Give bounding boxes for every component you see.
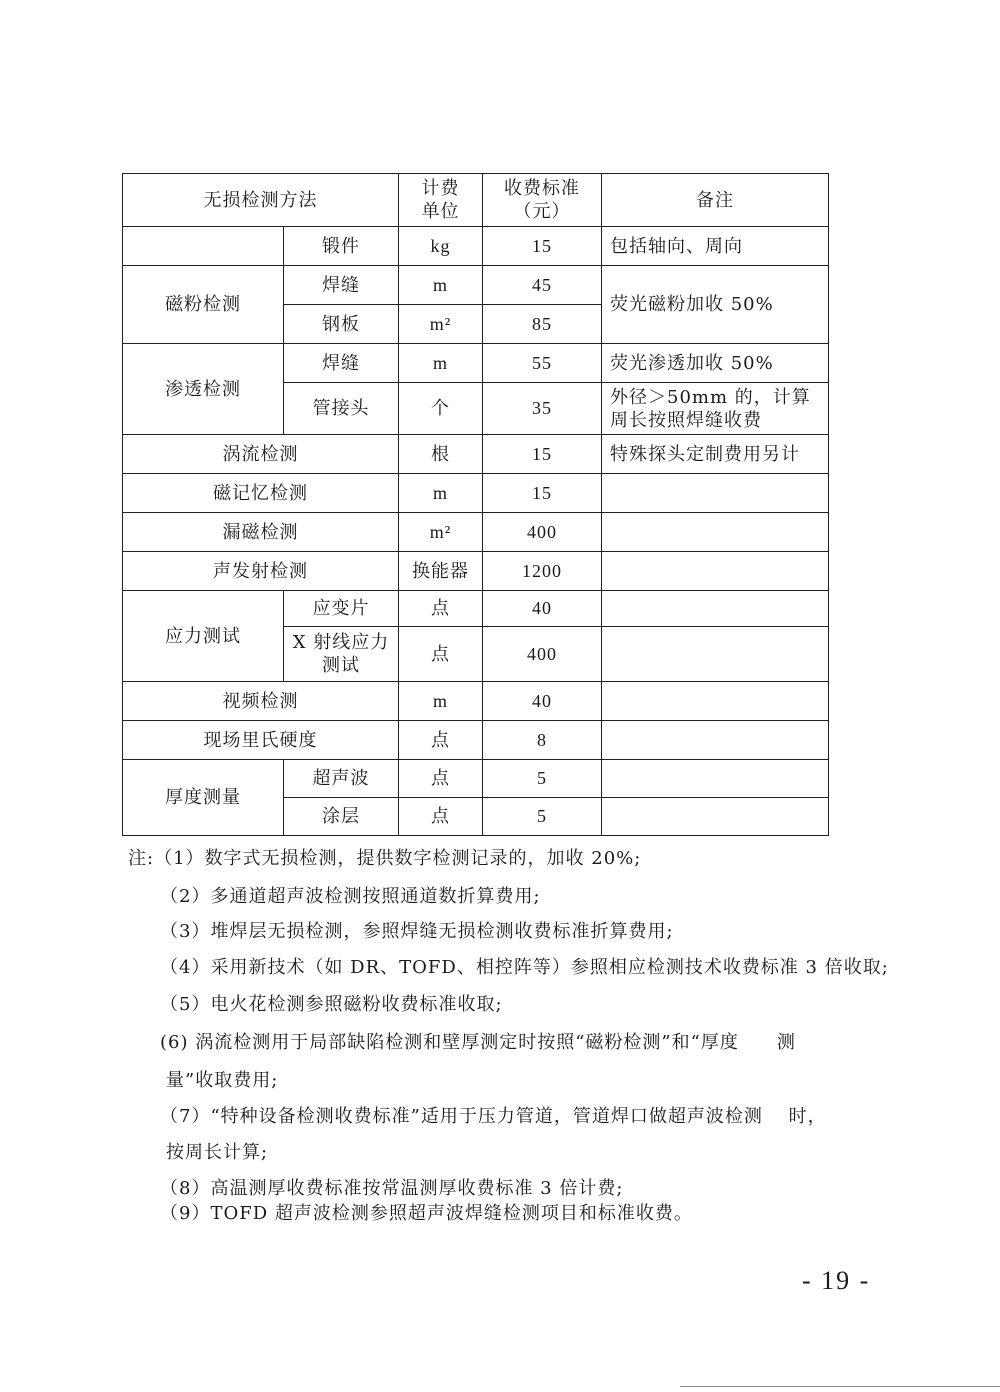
fee-cell: 45 (483, 266, 602, 305)
fee-cell: 8 (483, 721, 602, 760)
method-cell: 声发射检测 (123, 552, 399, 591)
footer-rule (680, 1386, 1000, 1387)
fee-table (122, 173, 829, 836)
table-row (123, 721, 829, 760)
note-cell (602, 682, 829, 721)
header-unit: 计费 单位 (399, 174, 483, 227)
unit-cell: 点 (399, 760, 483, 798)
header-remark: 备注 (602, 174, 829, 227)
header-method: 无损检测方法 (123, 174, 399, 227)
fee-cell: 5 (483, 798, 602, 836)
note-line: （4）采用新技术（如 DR、TOFD、相控阵等）参照相应检测技术收费标准 3 倍收取; (160, 957, 889, 978)
sub-item: 管接头 (284, 383, 399, 435)
unit-cell: 点 (399, 798, 483, 836)
table-row (123, 344, 829, 383)
note-cell (602, 513, 829, 552)
unit-cell: m² (399, 305, 483, 344)
group-label: 渗透检测 (123, 344, 284, 435)
method-cell: 磁记忆检测 (123, 474, 399, 513)
method-cell: 现场里氏硬度 (123, 721, 399, 760)
table-row (123, 474, 829, 513)
note-line: （7）“特种设备检测收费标准”适用于压力管道，管道焊口做超声波检测 时， (160, 1106, 827, 1127)
note-cell: 荧光渗透加收 50% (602, 344, 829, 383)
method-cell: 漏磁检测 (123, 513, 399, 552)
note-cell (602, 474, 829, 513)
sub-item: X 射线应力测试 (284, 627, 399, 682)
table-row (123, 227, 829, 266)
note-cell: 外径＞50mm 的，计算周长按照焊缝收费 (602, 383, 829, 435)
note-line: (6) 涡流检测用于局部缺陷检测和壁厚测定时按照“磁粉检测”和“厚度 测 (160, 1032, 796, 1053)
table-row (123, 682, 829, 721)
sub-item: 焊缝 (284, 266, 399, 305)
unit-cell: m (399, 474, 483, 513)
group-label: 应力测试 (123, 591, 284, 682)
note-line: 按周长计算; (166, 1142, 269, 1163)
unit-cell: 根 (399, 435, 483, 474)
sub-item: 超声波 (284, 760, 399, 798)
unit-cell: m² (399, 513, 483, 552)
note-cell (602, 798, 829, 836)
table-row (123, 435, 829, 474)
note-line: （2）多通道超声波检测按照通道数折算费用; (160, 886, 541, 907)
fee-cell: 5 (483, 760, 602, 798)
fee-cell: 40 (483, 591, 602, 627)
unit-cell: m (399, 344, 483, 383)
unit-cell: 点 (399, 627, 483, 682)
sub-item: 焊缝 (284, 344, 399, 383)
unit-cell: m (399, 266, 483, 305)
fee-cell: 15 (483, 474, 602, 513)
method-cell: 视频检测 (123, 682, 399, 721)
fee-cell: 85 (483, 305, 602, 344)
fee-cell: 15 (483, 435, 602, 474)
header-fee: 收费标准 （元） (483, 174, 602, 227)
fee-cell: 55 (483, 344, 602, 383)
fee-cell: 1200 (483, 552, 602, 591)
table-header-row (123, 174, 829, 227)
sub-item: 涂层 (284, 798, 399, 836)
note-cell: 荧光磁粉加收 50% (602, 266, 829, 344)
method-cell: 涡流检测 (123, 435, 399, 474)
note-line: （3）堆焊层无损检测，参照焊缝无损检测收费标准折算费用; (160, 921, 674, 942)
unit-cell: 点 (399, 721, 483, 760)
note-cell: 特殊探头定制费用另计 (602, 435, 829, 474)
fee-cell: 400 (483, 627, 602, 682)
fee-cell: 40 (483, 682, 602, 721)
table-row (123, 266, 829, 305)
note-cell (602, 760, 829, 798)
note-cell (602, 627, 829, 682)
note-cell (602, 721, 829, 760)
empty-cell (123, 227, 284, 266)
sub-item: 钢板 (284, 305, 399, 344)
note-cell (602, 591, 829, 627)
fee-cell: 15 (483, 227, 602, 266)
group-label: 磁粉检测 (123, 266, 284, 344)
table-row (123, 513, 829, 552)
unit-cell: 个 (399, 383, 483, 435)
note-cell: 包括轴向、周向 (602, 227, 829, 266)
note-line: （8）高温测厚收费标准按常温测厚收费标准 3 倍计费; (160, 1178, 624, 1199)
note-line: （9）TOFD 超声波检测参照超声波焊缝检测项目和标准收费。 (160, 1203, 693, 1224)
sub-item: 锻件 (284, 227, 399, 266)
page-number: - 19 - (802, 1266, 871, 1295)
sub-item: 应变片 (284, 591, 399, 627)
fee-cell: 400 (483, 513, 602, 552)
table-row (123, 760, 829, 798)
fee-cell: 35 (483, 383, 602, 435)
table-row (123, 552, 829, 591)
unit-cell: kg (399, 227, 483, 266)
note-line: 注:（1）数字式无损检测，提供数字检测记录的，加收 20%; (128, 848, 642, 869)
note-line: 量”收取费用; (166, 1070, 279, 1091)
table-row (123, 591, 829, 627)
unit-cell: 换能器 (399, 552, 483, 591)
unit-cell: 点 (399, 591, 483, 627)
note-cell (602, 552, 829, 591)
note-line: （5）电火花检测参照磁粉收费标准收取; (160, 994, 503, 1015)
group-label: 厚度测量 (123, 760, 284, 836)
unit-cell: m (399, 682, 483, 721)
